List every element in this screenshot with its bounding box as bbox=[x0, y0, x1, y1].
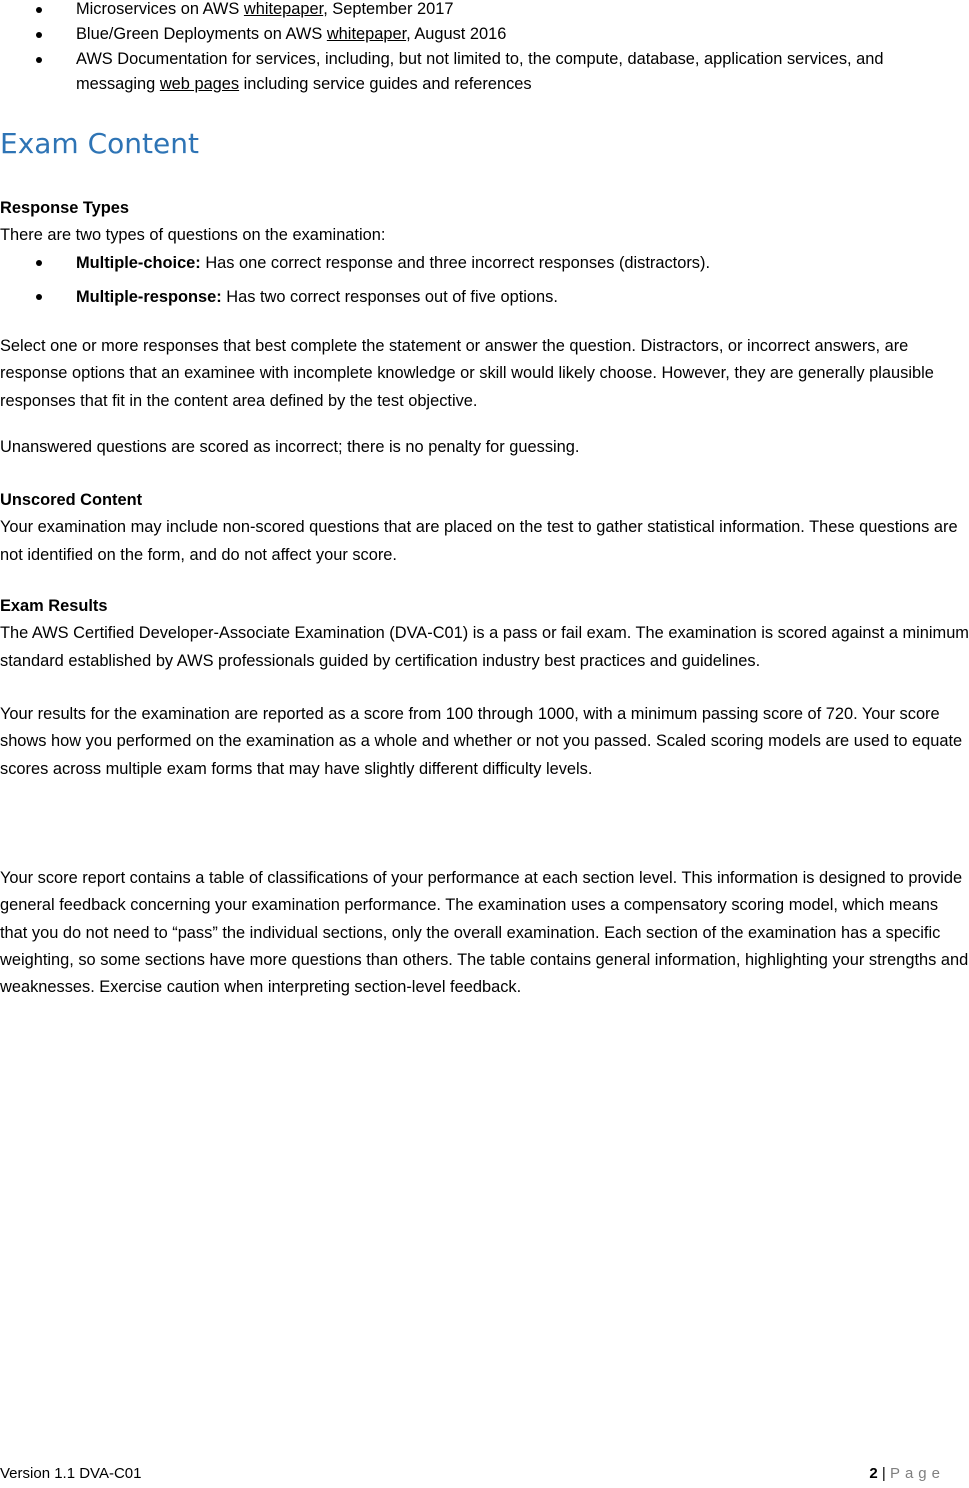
page-number: 2 bbox=[869, 1465, 878, 1482]
reference-suffix: including service guides and references bbox=[239, 75, 532, 93]
bullet-icon bbox=[36, 7, 42, 13]
response-types-paragraph bbox=[0, 333, 969, 415]
response-type-desc: Has one correct response and three incorrect responses (distractors). bbox=[200, 254, 711, 272]
response-types-intro: There are two types of questions on the examination: bbox=[0, 226, 386, 245]
whitepaper-link[interactable]: whitepaper bbox=[326, 25, 407, 43]
bullet-icon bbox=[36, 260, 42, 266]
version-label: Version 1.1 DVA-C01 bbox=[0, 1465, 142, 1482]
section-title: Exam Content bbox=[0, 127, 199, 160]
results-section bbox=[0, 593, 969, 675]
unscored-text: Your examination may include non-scored questions that are placed on the test to gather statistical information. These questions are not identified on the form, and do not affect your score. bbox=[0, 518, 958, 564]
score-report-paragraph bbox=[0, 865, 969, 1001]
whitepaper-link[interactable]: whitepaper bbox=[243, 0, 324, 18]
response-type-item bbox=[0, 280, 969, 314]
reference-text: Blue/Green Deployments on AWS bbox=[76, 25, 327, 43]
reference-text: AWS Documentation for services, including, but not limited to, the compute, database, application services, and messaging bbox=[76, 50, 884, 93]
reference-item bbox=[0, 47, 940, 97]
response-types-section bbox=[0, 195, 969, 250]
page-label: Page bbox=[889, 1465, 945, 1482]
results-heading: Exam Results bbox=[0, 597, 108, 615]
results-para1: The AWS Certified Developer-Associate Examination (DVA-C01) is a pass or fail exam. The examination is scored against a minimum standard established by AWS professionals guided by certification industry best practices and guidelines. bbox=[0, 624, 969, 670]
bullet-icon bbox=[36, 57, 42, 63]
response-type-term: Multiple-response: bbox=[76, 288, 222, 306]
reference-item bbox=[0, 22, 940, 47]
reference-date: , September 2017 bbox=[323, 0, 454, 18]
web-pages-link[interactable]: web pages bbox=[159, 75, 240, 93]
page-footer bbox=[0, 1464, 945, 1488]
page-separator: | bbox=[877, 1465, 890, 1482]
score-paragraph bbox=[0, 701, 969, 783]
bullet-icon bbox=[36, 32, 42, 38]
response-type-item bbox=[0, 246, 969, 280]
unscored-heading: Unscored Content bbox=[0, 491, 143, 509]
reference-text: Microservices on AWS bbox=[76, 0, 244, 18]
unanswered-paragraph bbox=[0, 434, 969, 461]
response-types-para1: Select one or more responses that best complete the statement or answer the question. Distractors, or incorrect answers, are response options that an examinee with incomplete knowledge or skill would likely choose. However, they are generally plausible responses that fit in the content area defined by the test objective. bbox=[0, 337, 934, 410]
reference-date: , August 2016 bbox=[406, 25, 507, 43]
reference-item bbox=[0, 0, 940, 22]
results-para2: Your results for the examination are reported as a score from 100 through 1000, with a minimum passing score of 720. Your score shows how you performed on the examination as a whole and whether or not you passed. Scaled scoring models are used to equate scores across multiple exam forms that may have slightly different difficulty levels. bbox=[0, 705, 963, 778]
bullet-icon bbox=[36, 294, 42, 300]
response-type-term: Multiple-choice: bbox=[76, 254, 201, 272]
results-para3: Your score report contains a table of classifications of your performance at each section level. This information is designed to provide general feedback concerning your examination performance. The examination uses a compensatory scoring model, which means that you do not need to “pass” the individual sections, only the overall examination. Each section of the examination has a specific weighting, so some sections have more questions than others. The table contains general information, highlighting your strengths and weaknesses. Exercise caution when interpreting section-level feedback. bbox=[0, 869, 969, 997]
response-type-list bbox=[0, 246, 969, 314]
reference-list bbox=[0, 0, 940, 97]
response-types-heading: Response Types bbox=[0, 199, 130, 217]
unanswered-text: Unanswered questions are scored as incorrect; there is no penalty for guessing. bbox=[0, 438, 580, 456]
unscored-section bbox=[0, 487, 969, 569]
page-indicator bbox=[869, 1464, 945, 1484]
response-type-desc: Has two correct responses out of five options. bbox=[221, 288, 558, 306]
